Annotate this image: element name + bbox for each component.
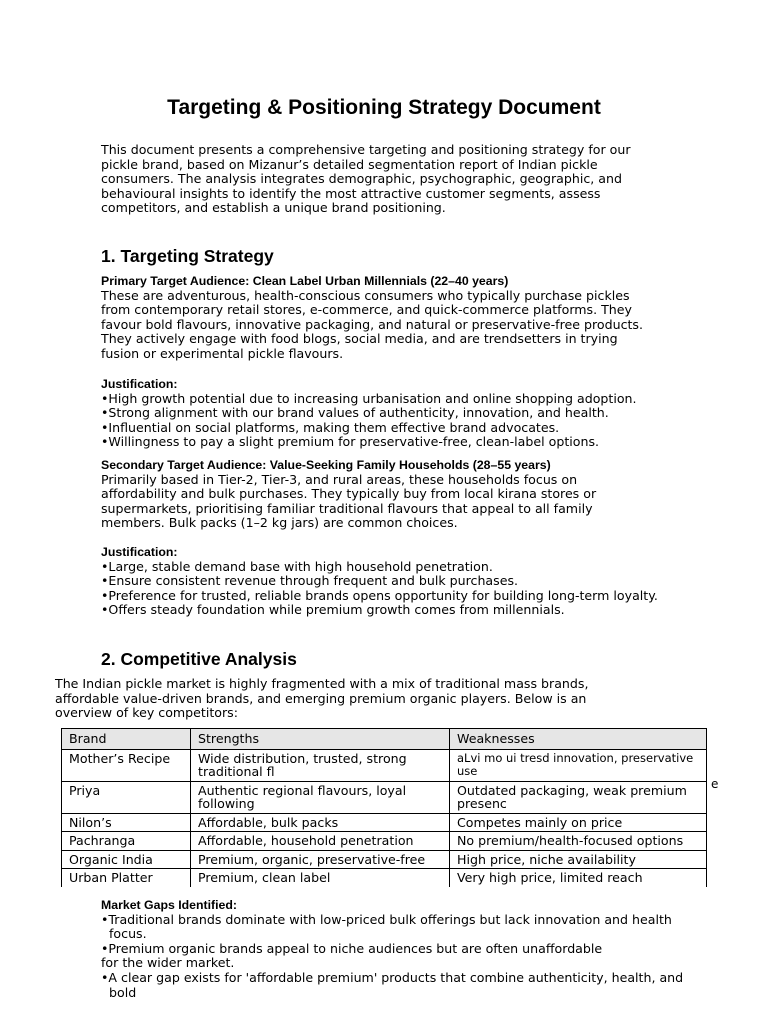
competitive-intro-line: affordable value-driven brands, and emerging premium organic players. Below is an	[55, 690, 587, 706]
secondary-justification	[101, 545, 701, 618]
primary-audience-heading: Primary Target Audience: Clean Label Urban Millennials (22–40 years)	[101, 274, 509, 288]
intro-line: consumers. The analysis integrates demographic, psychographic, geographic, and	[101, 171, 622, 187]
strengths-cell: Premium, clean label	[191, 869, 450, 887]
column-header-brand: Brand	[62, 729, 191, 750]
secondary-line: supermarkets, prioritising familiar traditional flavours that appeal to all family	[101, 500, 593, 516]
justification-bullet: •Strong alignment with our brand values of authenticity, innovation, and health.	[101, 405, 609, 421]
secondary-line: members. Bulk packs (1–2 kg jars) are common choices.	[101, 515, 458, 531]
market-gaps-section	[101, 898, 711, 1000]
justification-bullet: •Preference for trusted, reliable brands opens opportunity for building long-term loyalty.	[101, 587, 658, 603]
brand-cell: Nilon’s	[62, 813, 191, 832]
primary-line: fusion or experimental pickle flavours.	[101, 345, 344, 361]
competitor-table	[61, 728, 707, 887]
intro-line: competitors, and establish a unique brand positioning.	[101, 200, 446, 216]
justification-bullet: •Ensure consistent revenue through frequent and bulk purchases.	[101, 573, 519, 589]
weaknesses-cell: High price, niche availability	[450, 850, 707, 869]
secondary-audience-section	[101, 458, 661, 531]
brand-cell: Priya	[62, 781, 191, 813]
secondary-line: affordability and bulk purchases. They typically buy from local kirana stores or	[101, 486, 597, 502]
table-row	[62, 850, 707, 869]
table-row	[62, 869, 707, 887]
gap-bullet: •A clear gap exists for 'affordable premium' products that combine authenticity, health, and	[101, 969, 684, 985]
strengths-cell: Authentic regional flavours, loyal following	[191, 781, 450, 813]
secondary-audience-heading: Secondary Target Audience: Value-Seeking Family Households (28–55 years)	[101, 458, 551, 472]
market-gaps-label: Market Gaps Identified:	[101, 898, 237, 912]
justification-label: Justification:	[101, 377, 178, 391]
competitive-intro-line: overview of key competitors:	[55, 705, 238, 721]
stray-character: e	[711, 777, 719, 791]
weaknesses-cell: Outdated packaging, weak premium presenc	[450, 781, 707, 813]
weaknesses-cell: Competes mainly on price	[450, 813, 707, 832]
brand-cell: Organic India	[62, 850, 191, 869]
gap-bullet-continuation: focus.	[109, 926, 147, 942]
intro-line: pickle brand, based on Mizanur’s detailed segmentation report of Indian pickle	[101, 156, 598, 172]
strengths-cell: Affordable, bulk packs	[191, 813, 450, 832]
primary-line: favour bold flavours, innovative packaging, and natural or preservative-free products.	[101, 316, 643, 332]
competitive-intro	[55, 677, 625, 721]
secondary-line: Primarily based in Tier-2, Tier-3, and rural areas, these households focus on	[101, 471, 578, 487]
primary-justification	[101, 377, 701, 450]
intro-line: behavioural insights to identify the most attractive customer segments, assess	[101, 185, 601, 201]
justification-bullet: •Willingness to pay a slight premium for preservative-free, clean-label options.	[101, 434, 600, 450]
primary-line: They actively engage with food blogs, social media, and are trendsetters in trying	[101, 331, 618, 347]
justification-bullet: •Large, stable demand base with high household penetration.	[101, 558, 493, 574]
table-row	[62, 813, 707, 832]
gap-bullet: •Traditional brands dominate with low-priced bulk offerings but lack innovation and health	[101, 911, 672, 927]
justification-bullet: •High growth potential due to increasing urbanisation and online shopping adoption.	[101, 390, 637, 406]
primary-audience-section	[101, 274, 661, 362]
justification-bullet: •Influential on social platforms, making them effective brand advocates.	[101, 419, 560, 435]
brand-cell: Urban Platter	[62, 869, 191, 887]
brand-cell: Pachranga	[62, 832, 191, 851]
gap-bullet-continuation: for the wider market.	[101, 955, 235, 971]
strengths-cell: Wide distribution, trusted, strong traditional fl	[191, 749, 450, 781]
primary-line: These are adventurous, health-conscious consumers who typically purchase pickles	[101, 287, 630, 303]
table-header-row	[62, 729, 707, 750]
targeting-heading: 1. Targeting Strategy	[101, 246, 274, 266]
column-header-weaknesses: Weaknesses	[450, 729, 707, 750]
table-row	[62, 781, 707, 813]
table-row	[62, 749, 707, 781]
strengths-cell: Affordable, household penetration	[191, 832, 450, 851]
justification-label: Justification:	[101, 545, 178, 559]
intro-paragraph	[101, 143, 661, 216]
competitive-heading: 2. Competitive Analysis	[101, 649, 297, 669]
table-row	[62, 832, 707, 851]
brand-cell: Mother’s Recipe	[62, 749, 191, 781]
weaknesses-cell: Very high price, limited reach	[450, 869, 707, 887]
competitive-intro-line: The Indian pickle market is highly fragmented with a mix of traditional mass brands,	[55, 676, 589, 691]
primary-line: from contemporary retail stores, e-commerce, and quick-commerce platforms. They	[101, 302, 632, 318]
gap-bullet: •Premium organic brands appeal to niche audiences but are often unaffordable	[101, 940, 603, 956]
weaknesses-cell: aLvi mo ui tresd innovation, preservative use	[450, 749, 707, 781]
intro-line: This document presents a comprehensive targeting and positioning strategy for our	[101, 142, 631, 157]
weaknesses-cell: No premium/health-focused options	[450, 832, 707, 851]
column-header-strengths: Strengths	[191, 729, 450, 750]
document-title: Targeting & Positioning Strategy Document	[167, 96, 601, 119]
strengths-cell: Premium, organic, preservative-free	[191, 850, 450, 869]
gap-bullet-continuation: bold	[109, 984, 137, 1000]
justification-bullet: •Offers steady foundation while premium growth comes from millennials.	[101, 602, 565, 618]
